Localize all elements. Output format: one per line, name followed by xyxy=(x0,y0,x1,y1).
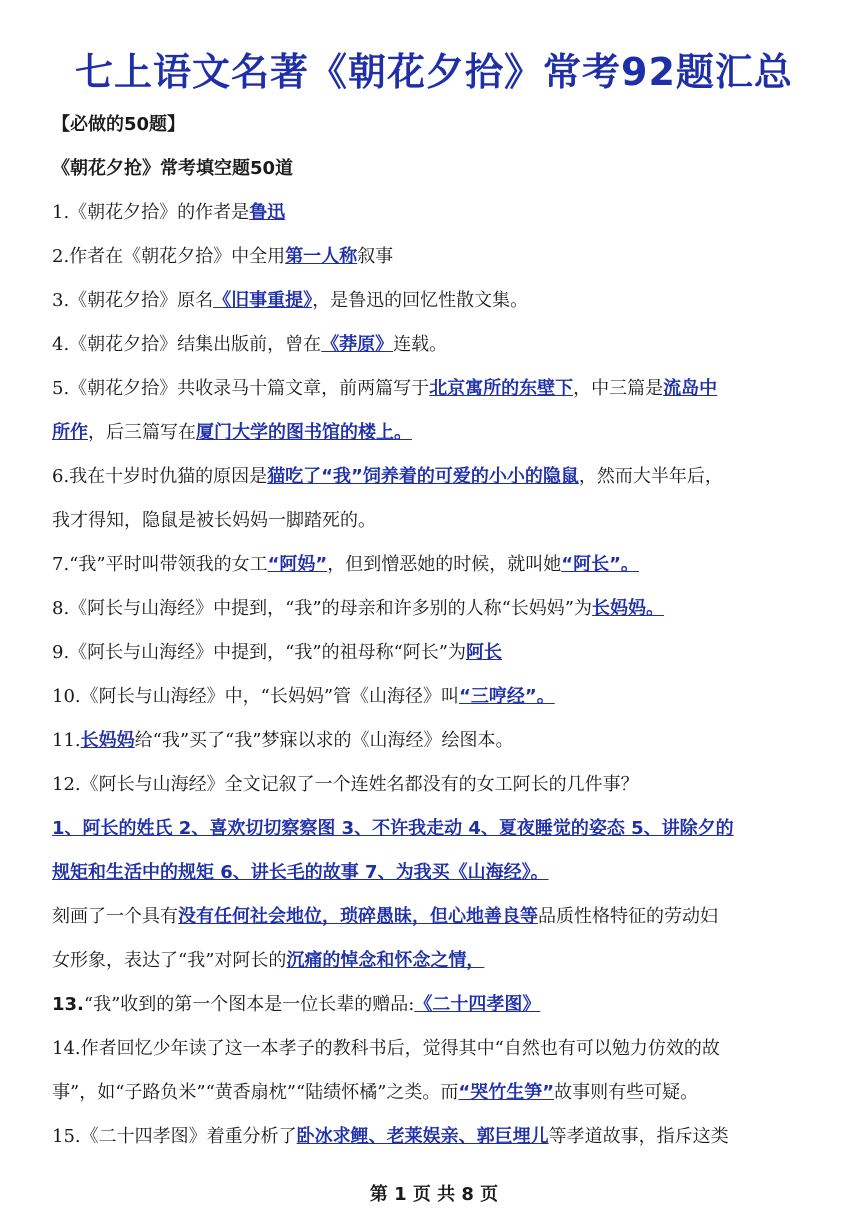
section-heading: 【必做的50题】 xyxy=(52,114,186,135)
question-tail: ，然而大半年后， xyxy=(578,466,723,487)
answer: 阿长 xyxy=(465,642,502,663)
question-8 xyxy=(52,596,822,622)
question-text: 10.《阿长与山海经》中，“长妈妈”管《山海径》叫 xyxy=(52,686,460,707)
question-12-summary xyxy=(52,904,822,930)
answer: 1、阿长的姓氏 2、喜欢切切察察图 3、不许我走动 4、夏夜睡觉的姿态 5、讲除夕的 xyxy=(52,818,734,839)
question-text: 9.《阿长与山海经》中提到，“我”的祖母称“阿长”为 xyxy=(52,642,466,663)
page-footer: 第 1 页 共 8 页 xyxy=(369,1184,499,1205)
answer: 猫吃了“我”饲养着的可爱的小小的隐鼠 xyxy=(267,466,579,487)
question-tail: ，后三篇写在 xyxy=(88,422,196,443)
answer: “阿长”。 xyxy=(561,554,639,575)
question-tail: 品质性格特征的劳动妇 xyxy=(538,906,718,927)
question-tail: 等孝道故事，指斥这类 xyxy=(548,1126,729,1147)
question-4 xyxy=(52,332,822,358)
question-tail: 给“我”买了“我”梦寐以求的《山海经》绘图本。 xyxy=(134,730,514,751)
question-text: 4.《朝花夕拾》结集出版前，曾在 xyxy=(52,334,322,355)
answer: 《旧事重提》 xyxy=(213,290,313,311)
question-tail: 故事则有些可疑。 xyxy=(554,1082,699,1103)
question-mid: ，但到憎恶她的时候，就叫她 xyxy=(327,554,562,575)
answer: 卧冰求鲤、老莱娱亲、郭巨埋儿 xyxy=(296,1126,549,1147)
answer: “阿妈” xyxy=(267,554,328,575)
answer: 沉痛的悼念和怀念之情， xyxy=(286,950,485,971)
question-11 xyxy=(52,728,822,754)
question-text: 3.《朝花夕拾》原名 xyxy=(52,290,214,311)
question-text: 刻画了一个具有 xyxy=(52,906,178,927)
question-14-cont xyxy=(52,1080,822,1106)
question-text: 1.《朝花夕拾》的作者是 xyxy=(52,202,250,223)
question-tail: ，是鲁迅的回忆性散文集。 xyxy=(312,290,529,311)
answer: 《莽原》 xyxy=(321,334,394,355)
question-text: 5.《朝花夕拾》共收录马十篇文章，前两篇写于 xyxy=(52,378,430,399)
answer: 厦门大学的图书馆的楼上。 xyxy=(196,422,412,443)
answer: 长妈妈。 xyxy=(591,598,664,619)
answer: “三哼经”。 xyxy=(459,686,555,707)
question-12: 12.《阿长与山海经》全文记叙了一个连姓名都没有的女工阿长的几件事？ xyxy=(52,774,639,795)
answer: 规矩和生活中的规矩 6、讲长毛的故事 7、为我买《山海经》。 xyxy=(52,862,549,883)
question-7 xyxy=(52,552,822,578)
question-mid: ，中三篇是 xyxy=(573,378,664,399)
answer: 所作 xyxy=(52,422,88,443)
question-text: 女形象，表达了“我”对阿长的 xyxy=(52,950,287,971)
answer: 流岛中 xyxy=(663,378,718,399)
question-15 xyxy=(52,1124,822,1150)
document-title: 七上语文名著《朝花夕拾》常考92题汇总 xyxy=(75,50,793,94)
question-10 xyxy=(52,684,822,710)
question-tail: 连载。 xyxy=(393,334,448,355)
question-text: 8.《阿长与山海经》中提到，“我”的母亲和许多别的人称“长妈妈”为 xyxy=(52,598,592,619)
question-text: 15.《二十四孝图》着重分析了 xyxy=(52,1126,297,1147)
question-6-cont: 我才得知，隐鼠是被长妈妈一脚踏死的。 xyxy=(52,510,376,531)
question-text: 7.“我”平时叫带领我的女工 xyxy=(52,554,268,575)
question-text: 2.作者在《朝花夕拾》中全用 xyxy=(52,246,286,267)
question-1 xyxy=(52,200,822,226)
question-13 xyxy=(52,992,822,1018)
question-text: “我”收到的第一个图本是一位长辈的赠品: xyxy=(83,994,415,1015)
question-number: 11. xyxy=(52,730,81,751)
subheading: 《朝花夕抢》常考填空题50道 xyxy=(52,158,294,179)
question-5-cont xyxy=(52,420,822,446)
answer: 《二十四孝图》 xyxy=(414,994,541,1015)
question-9 xyxy=(52,640,822,666)
answer: 长妈妈 xyxy=(80,730,135,751)
question-12-summary-cont xyxy=(52,948,822,974)
question-text: 事”，如“子路负米”“黄香扇枕”“陆绩怀橘”之类。而 xyxy=(52,1082,459,1103)
question-5 xyxy=(52,376,822,402)
question-14: 14.作者回忆少年读了这一本孝子的教科书后，觉得其中“自然也有可以勉力仿效的故 xyxy=(52,1038,720,1059)
answer: 鲁迅 xyxy=(249,202,286,223)
answer: 北京寓所的东壁下 xyxy=(429,378,574,399)
answer: 第一人称 xyxy=(285,246,358,267)
answer: 没有任何社会地位，琐碎愚昧，但心地善良等 xyxy=(178,906,538,927)
question-2 xyxy=(52,244,822,270)
question-3 xyxy=(52,288,822,314)
question-tail: 叙事 xyxy=(357,246,394,267)
question-6 xyxy=(52,464,822,490)
question-number: 13. xyxy=(52,994,84,1015)
question-text: 6.我在十岁时仇猫的原因是 xyxy=(52,466,268,487)
answer: “哭竹生笋” xyxy=(458,1082,555,1103)
